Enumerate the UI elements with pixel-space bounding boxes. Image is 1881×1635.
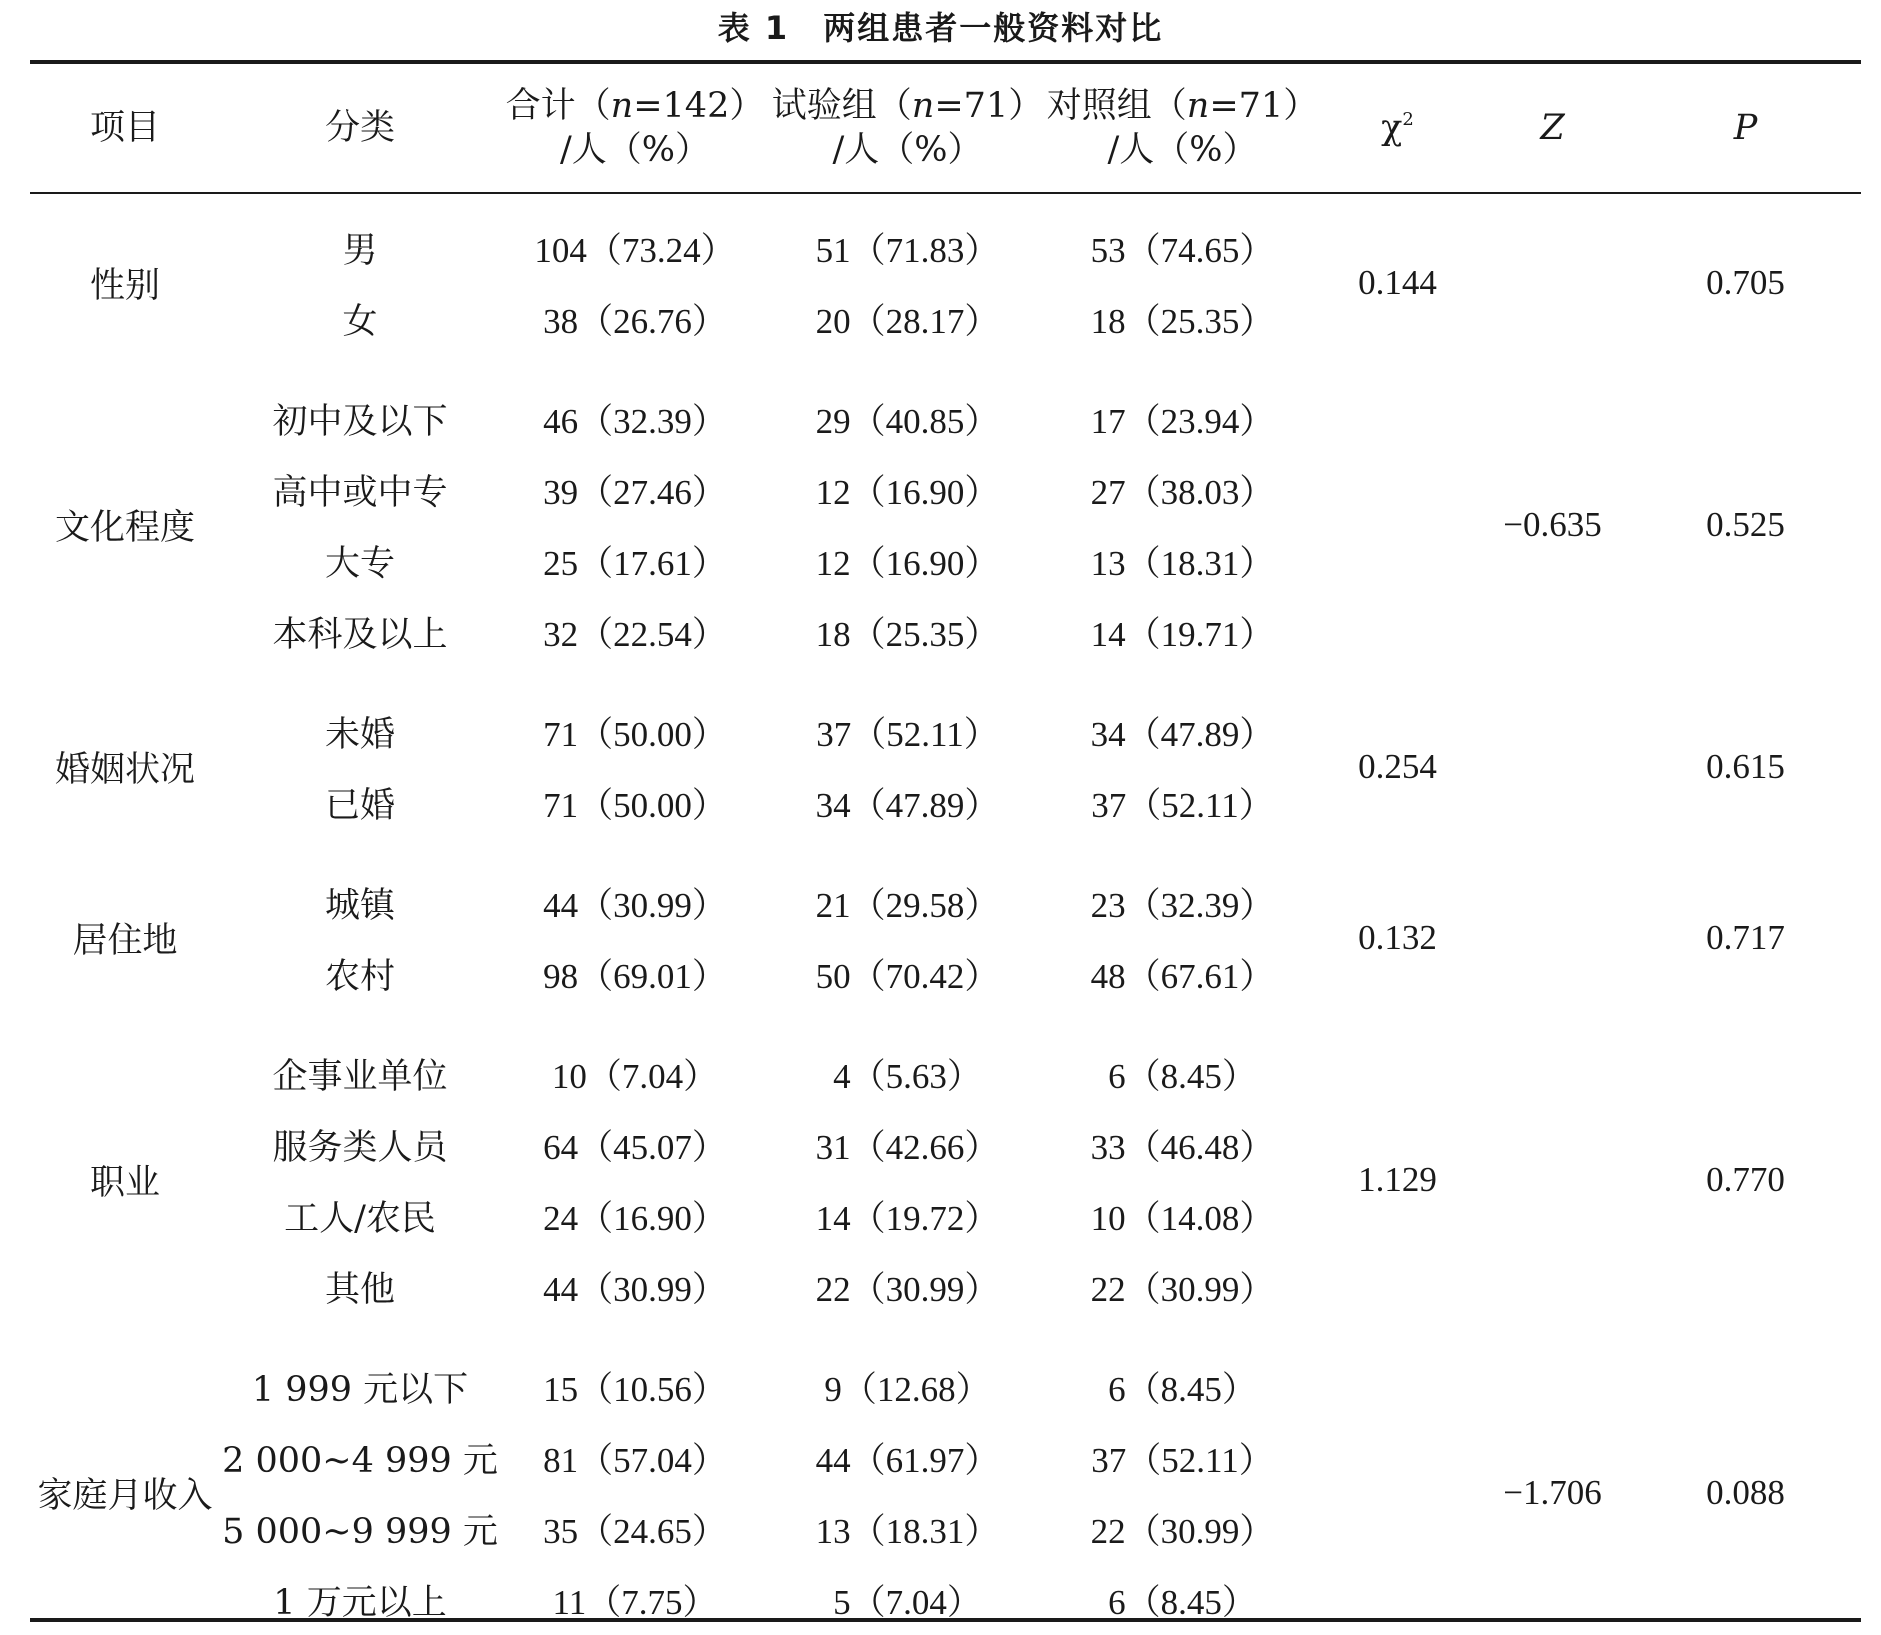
category-cell: 工人/农民 [284, 1198, 436, 1239]
header-category: 分类 [324, 108, 395, 148]
chi2-value: 0.132 [1358, 918, 1437, 957]
total-cell: 64（45.07） [543, 1127, 727, 1167]
table-row [30, 1038, 1861, 1109]
table-row [30, 696, 1861, 767]
test-group-cell: 20（28.17） [815, 301, 1000, 341]
table-number: 表 1 [717, 9, 790, 47]
category-cell: 本科及以上 [272, 614, 448, 655]
total-cell: 104（73.24） [534, 230, 736, 270]
group-item-label: 职业 [89, 1163, 160, 1203]
category-cell: 大专 [324, 543, 395, 584]
total-cell: 46（32.39） [543, 401, 727, 441]
category-cell: 2 000~4 999 元 [222, 1440, 498, 1481]
patient-baseline-table [30, 64, 1861, 1635]
category-cell: 高中或中专 [272, 472, 448, 513]
control-group-cell: 37（52.11） [1091, 785, 1274, 825]
test-group-cell: 13（18.31） [815, 1511, 1000, 1551]
total-cell: 24（16.90） [543, 1198, 727, 1238]
test-group-cell: 37（52.11） [816, 714, 999, 754]
test-group-cell: 18（25.35） [815, 614, 1000, 654]
chi2-value: 1.129 [1358, 1160, 1437, 1199]
p-value: 0.088 [1706, 1473, 1785, 1512]
test-group-cell: 12（16.90） [815, 472, 1000, 512]
group-spacer [30, 1009, 1861, 1038]
total-cell: 44（30.99） [543, 885, 727, 925]
total-cell: 39（27.46） [543, 472, 727, 512]
control-group-cell: 10（14.08） [1090, 1198, 1275, 1238]
control-group-cell: 33（46.48） [1090, 1127, 1275, 1167]
control-group-cell: 17（23.94） [1090, 401, 1275, 441]
header-control-group: 对照组（n=71） /人（%） [1046, 86, 1319, 170]
total-cell: 44（30.99） [543, 1269, 727, 1309]
category-cell: 5 000~9 999 元 [222, 1511, 498, 1552]
p-value: 0.717 [1706, 918, 1785, 957]
z-value [1475, 1038, 1630, 1322]
z-value [1475, 696, 1630, 838]
category-cell: 男 [342, 230, 378, 271]
test-group-cell: 34（47.89） [815, 785, 1000, 825]
test-group-cell: 14（19.72） [815, 1198, 1000, 1238]
z-value [1475, 867, 1630, 1009]
chi2-value: 0.144 [1358, 263, 1437, 302]
total-cell: 11（7.75） [552, 1582, 718, 1622]
total-cell: 71（50.00） [543, 714, 727, 754]
table-body [30, 192, 1861, 1635]
test-group-cell: 21（29.58） [815, 885, 1000, 925]
category-cell: 已婚 [324, 785, 395, 826]
z-value: −1.706 [1503, 1473, 1602, 1512]
category-cell: 初中及以下 [272, 401, 448, 442]
category-cell: 服务类人员 [272, 1127, 448, 1168]
category-cell: 城镇 [324, 885, 395, 926]
category-cell: 农村 [324, 956, 395, 997]
table-row [30, 867, 1861, 938]
p-value: 0.615 [1706, 747, 1785, 786]
total-cell: 81（57.04） [543, 1440, 727, 1480]
category-cell: 1 999 元以下 [251, 1369, 469, 1410]
group-item-label: 家庭月收入 [37, 1476, 213, 1516]
table-row [30, 212, 1861, 283]
control-group-cell: 6（8.45） [1108, 1369, 1257, 1409]
total-cell: 71（50.00） [543, 785, 727, 825]
control-group-cell: 34（47.89） [1090, 714, 1275, 754]
total-cell: 98（69.01） [543, 956, 727, 996]
header-chi-square: $\chi^2$ [1381, 108, 1414, 148]
p-value: 0.705 [1706, 263, 1785, 302]
test-group-cell: 5（7.04） [833, 1582, 982, 1622]
total-cell: 25（17.61） [543, 543, 727, 583]
control-group-cell: 53（74.65） [1090, 230, 1275, 270]
category-cell: 1 万元以上 [273, 1582, 447, 1623]
total-cell: 10（7.04） [551, 1056, 719, 1096]
group-item-label: 性别 [89, 266, 160, 306]
total-cell: 38（26.76） [543, 301, 727, 341]
table-row [30, 1351, 1861, 1422]
test-group-cell: 9（12.68） [824, 1369, 991, 1409]
z-value: −0.635 [1503, 505, 1602, 544]
header-total: 合计（n=142） /人（%） [505, 86, 765, 170]
control-group-cell: 23（32.39） [1090, 885, 1275, 925]
chi2-value [1320, 1351, 1475, 1635]
table-header [30, 64, 1861, 192]
group-item-label: 居住地 [72, 921, 178, 961]
table-title [0, 6, 1881, 50]
test-group-cell: 44（61.97） [815, 1440, 1000, 1480]
control-group-cell: 22（30.99） [1090, 1269, 1275, 1309]
test-group-cell: 51（71.83） [815, 230, 1000, 270]
p-value: 0.525 [1706, 505, 1785, 544]
category-cell: 女 [342, 301, 378, 342]
control-group-cell: 6（8.45） [1108, 1582, 1257, 1622]
z-value [1475, 212, 1630, 354]
group-item-label: 婚姻状况 [54, 750, 195, 790]
group-spacer [30, 1322, 1861, 1351]
control-group-cell: 18（25.35） [1090, 301, 1275, 341]
test-group-cell: 12（16.90） [815, 543, 1000, 583]
group-spacer [30, 838, 1861, 867]
control-group-cell: 48（67.61） [1090, 956, 1275, 996]
category-cell: 其他 [324, 1269, 395, 1310]
chi2-value [1320, 383, 1475, 667]
chi2-value: 0.254 [1358, 747, 1437, 786]
test-group-cell: 29（40.85） [815, 401, 1000, 441]
group-spacer [30, 354, 1861, 383]
header-item: 项目 [89, 108, 160, 148]
category-cell: 企事业单位 [272, 1056, 448, 1097]
group-spacer [30, 667, 1861, 696]
table-caption: 两组患者一般资料对比 [823, 9, 1164, 47]
header-z: Z [1540, 108, 1565, 148]
total-cell: 15（10.56） [543, 1369, 727, 1409]
total-cell: 32（22.54） [543, 614, 727, 654]
group-item-label: 文化程度 [54, 508, 195, 548]
total-cell: 35（24.65） [543, 1511, 727, 1551]
test-group-cell: 22（30.99） [815, 1269, 1000, 1309]
control-group-cell: 13（18.31） [1090, 543, 1275, 583]
test-group-cell: 50（70.42） [815, 956, 1000, 996]
test-group-cell: 4（5.63） [833, 1056, 982, 1096]
control-group-cell: 22（30.99） [1090, 1511, 1275, 1551]
table-row [30, 383, 1861, 454]
header-p: P [1733, 108, 1758, 148]
header-test-group: 试验组（n=71） /人（%） [771, 86, 1044, 170]
control-group-cell: 27（38.03） [1090, 472, 1275, 512]
group-spacer [30, 192, 1861, 212]
p-value: 0.770 [1706, 1160, 1785, 1199]
control-group-cell: 14（19.71） [1090, 614, 1275, 654]
control-group-cell: 6（8.45） [1108, 1056, 1257, 1096]
category-cell: 未婚 [324, 714, 395, 755]
test-group-cell: 31（42.66） [815, 1127, 1000, 1167]
control-group-cell: 37（52.11） [1091, 1440, 1274, 1480]
